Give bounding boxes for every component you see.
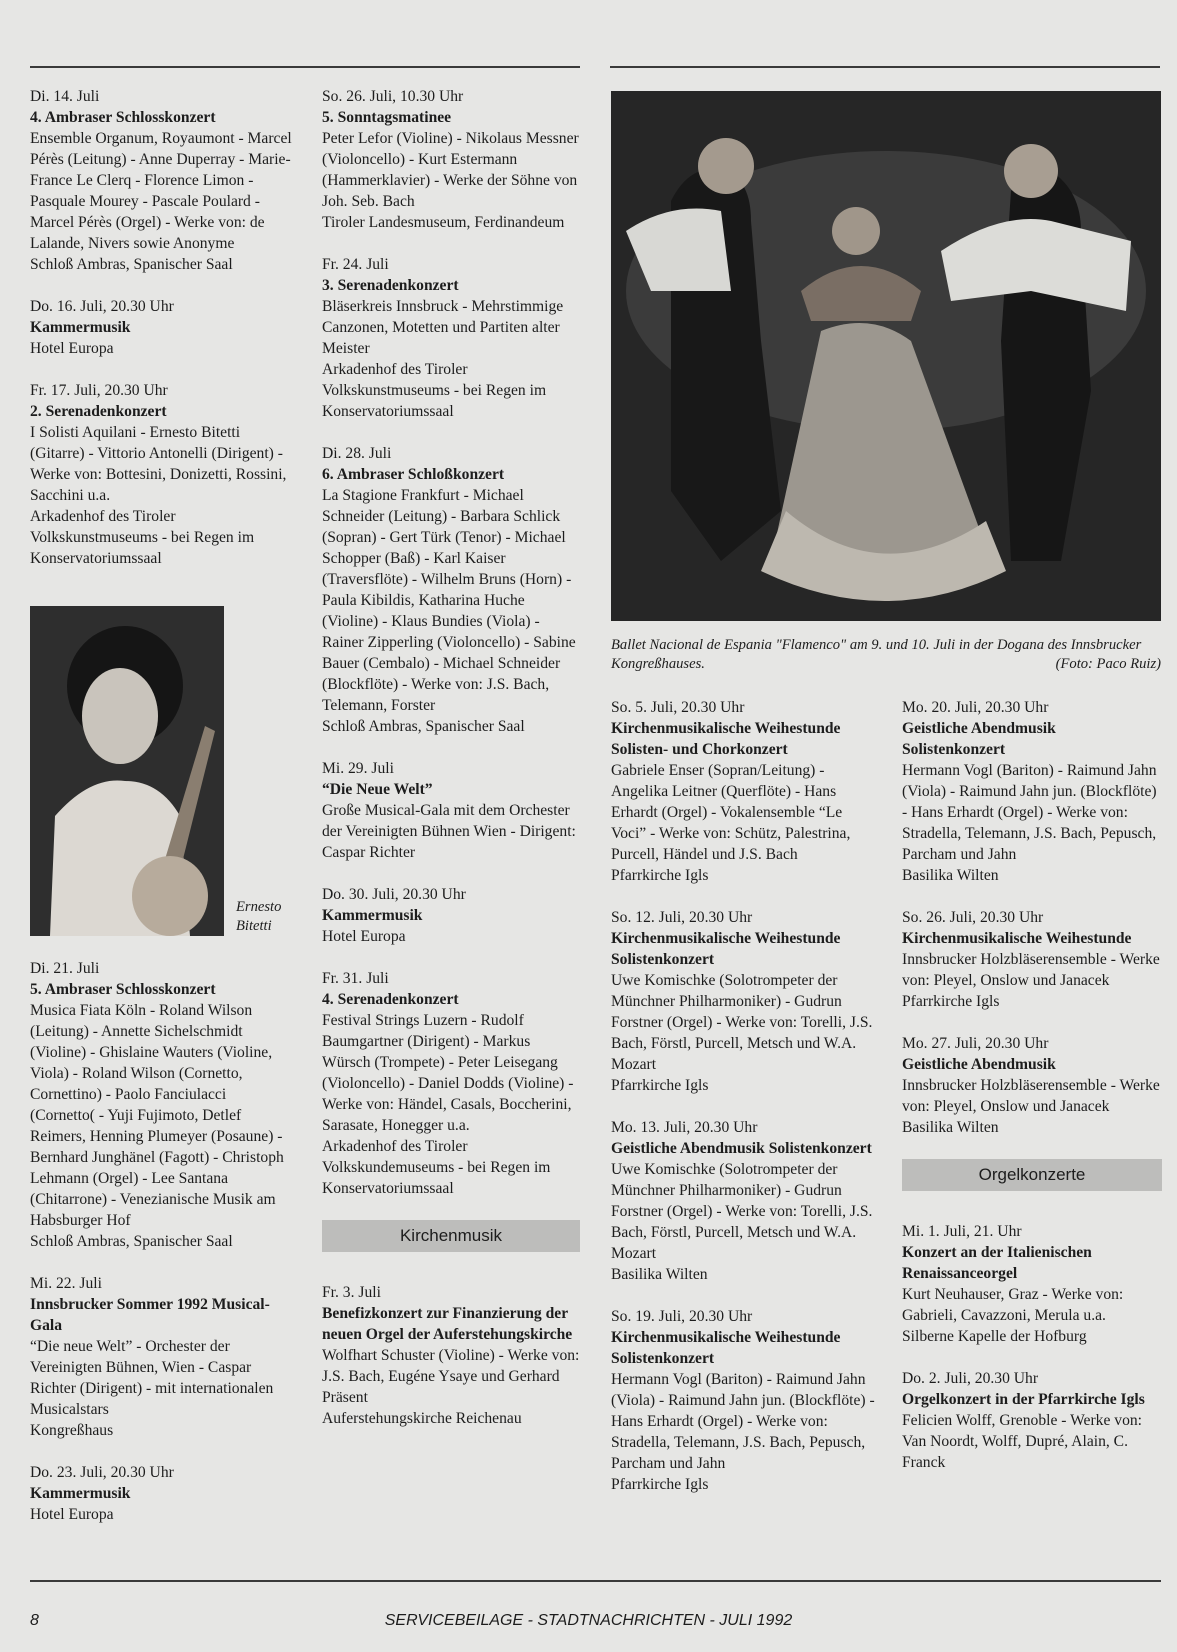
event-entry: Do. 16. Juli, 20.30 Uhr Kammermusik Hotel Europa (30, 298, 174, 357)
column-4 (902, 697, 1162, 1494)
event-entry: Mo. 20. Juli, 20.30 Uhr Geistliche Abendmusik Solistenkonzert Hermann Vogl (Bariton) - Raimund Jahn (Viola) - Raimund Jahn jun. (Blockflöte) - Hans Erhardt (Orgel) - Werke von: Stradella, Telemann, J.S. Bach, Pepusch, Parcham und Jahn Basilika Wilten (902, 699, 1157, 884)
event-entry: Mi. 29. Juli “Die Neue Welt” Große Musical-Gala mit dem Orchester der Vereinigten Bühnen Wien - Dirigent: Caspar Richter (322, 760, 576, 861)
column-2 (322, 86, 580, 1450)
portrait-illustration (30, 606, 224, 936)
portrait-photo (30, 606, 224, 936)
event-entry: So. 26. Juli, 10.30 Uhr 5. Sonntagsmatinee Peter Lefor (Violine) - Nikolaus Messner (Violoncello) - Kurt Estermann (Hammerklavier) - Werke der Söhne von Joh. Seb. Bach Tiroler Landesmuseum, Ferdinandeum (322, 88, 579, 231)
event-entry: Di. 14. Juli 4. Ambraser Schlosskonzert Ensemble Organum, Royaumont - Marcel Pérès (Leitung) - Anne Duperray - Marie-France Le Clerq - Florence Limon - Pasquale Mourey - Pascale Poulard - Marcel Pérès (Orgel) - Werke von: de Lalande, Nivers sowie Anonyme Schloß Ambras, Spanischer Saal (30, 88, 292, 273)
event-entry: Fr. 24. Juli 3. Serenadenkonzert Bläserkreis Innsbruck - Mehrstimmige Canzonen, Motetten und Partiten alter Meister Arkadenhof des Tiroler Volkskunstmuseums - bei Regen im Konservatoriumssaal (322, 256, 564, 420)
event-entry: Mi. 22. Juli Innsbrucker Sommer 1992 Musical-Gala “Die neue Welt” - Orchester der Vereinigten Bühnen, Wien - Caspar Richter (Dirigent) - mit internationalen Musicalstars Kongreßhaus (30, 1275, 274, 1439)
bottom-rule (30, 1580, 1161, 1582)
section-heading-kirchenmusik: Kirchenmusik (322, 1220, 580, 1252)
photo-caption (611, 636, 1161, 674)
portrait-caption: Ernesto Bitetti (236, 899, 282, 934)
column-1-lower (30, 958, 292, 1546)
event-entry: Mo. 13. Juli, 20.30 Uhr Geistliche Abendmusik Solistenkonzert Uwe Komischke (Solotrompeter der Münchner Philharmoniker) - Gudrun Forstner (Orgel) - Werke von: Torelli, J.S. Bach, Förstl, Purcell, Metsch und W.A. Mozart Basilika Wilten (611, 1119, 873, 1283)
photo-caption-text: Ballet Nacional de Espania "Flamenco" am 9. und 10. Juli in der Dogana des Innsbrucker Kongreßhauses. (611, 637, 1142, 672)
event-entry: Mi. 1. Juli, 21. Uhr Konzert an der Italienischen Renaissanceorgel Kurt Neuhauser, Graz - Werke von: Gabrieli, Cavazzoni, Merula u.a. Silberne Kapelle der Hofburg (902, 1223, 1124, 1345)
footer-title: SERVICEBEILAGE - STADTNACHRICHTEN - JULI 1992 (384, 1612, 793, 1629)
event-entry: So. 12. Juli, 20.30 Uhr Kirchenmusikalische Weihestunde Solistenkonzert Uwe Komischke (Solotrompeter der Münchner Philharmoniker) - Gudrun Forstner (Orgel) - Werke von: Torelli, J.S. Bach, Förstl, Purcell, Metsch und W.A. Mozart Pfarrkirche Igls (611, 909, 873, 1094)
flamenco-photo (611, 91, 1161, 621)
event-entry: Do. 2. Juli, 20.30 Uhr Orgelkonzert in der Pfarrkirche Igls Felicien Wolff, Grenoble - Werke von: Van Noordt, Wolff, Dupré, Alain, C. Franck (902, 1370, 1145, 1471)
event-entry: Fr. 17. Juli, 20.30 Uhr 2. Serenadenkonzert I Solisti Aquilani - Ernesto Bitetti (Gitarre) - Vittorio Antonelli (Dirigent) - Werke von: Bottesini, Donizetti, Rossini, Sacchini u.a. Arkadenhof des Tiroler Volkskunstmuseums - bei Regen im Konservatoriumssaal (30, 382, 287, 567)
top-rule-right (610, 66, 1160, 68)
event-entry: Fr. 31. Juli 4. Serenadenkonzert Festival Strings Luzern - Rudolf Baumgartner (Dirigent) - Markus Würsch (Trompete) - Peter Leisegang (Violoncello) - Daniel Dodds (Violine) - Werke von: Händel, Casals, Boccherini, Sarasate, Honegger u.a. Arkadenhof des Tiroler Volkskundemuseums - bei Regen im Konservatoriumssaal (322, 970, 574, 1197)
event-entry: Do. 30. Juli, 20.30 Uhr Kammermusik Hotel Europa (322, 886, 466, 945)
event-entry: Di. 21. Juli 5. Ambraser Schlosskonzert Musica Fiata Köln - Roland Wilson (Leitung) - Annette Sichelschmidt (Violine) - Ghislaine Wauters (Violine, Viola) - Roland Wilson (Cornetto, Cornettino) - Paolo Fanciulacci (Cornetto( - Yuji Fujimoto, Detlef Reimers, Henning Plumeyer (Posaune) - Bernhard Junghänel (Fagott) - Christoph Lehmann (Orgel) - Lee Santana (Chitarrone) - Venezianische Musik am Habsburger Hof Schloß Ambras, Spanischer Saal (30, 960, 284, 1250)
event-entry: So. 19. Juli, 20.30 Uhr Kirchenmusikalische Weihestunde Solistenkonzert Hermann Vogl (Bariton) - Raimund Jahn (Viola) - Raimund Jahn jun. (Blockflöte) - Hans Erhardt (Orgel) - Werke von: Stradella, Telemann, J.S. Bach, Pepusch, Parcham und Jahn Pfarrkirche Igls (611, 1308, 875, 1493)
top-rule-left (30, 66, 580, 68)
event-entry: Fr. 3. Juli Benefizkonzert zur Finanzierung der neuen Orgel der Auferstehungskirche Wolfhart Schuster (Violine) - Werke von: J.S. Bach, Eugéne Ysaye und Gerhard Präsent Auferstehungskirche Reichenau (322, 1284, 580, 1427)
flamenco-illustration (611, 91, 1161, 621)
section-heading-orgelkonzerte: Orgelkonzerte (902, 1159, 1162, 1191)
column-3 (611, 697, 876, 1516)
event-entry: Di. 28. Juli 6. Ambraser Schloßkonzert La Stagione Frankfurt - Michael Schneider (Leitung) - Barbara Schlick (Sopran) - Gert Türk (Tenor) - Michael Schopper (Baß) - Karl Kaiser (Traversflöte) - Wilhelm Bruns (Horn) - Paula Kibildis, Katharina Huche (Violine) - Klaus Bundies (Viola) - Rainer Zipperling (Violoncello) - Sabine Bauer (Cembalo) - Michael Schneider (Blockflöte) - Werke von: J.S. Bach, Telemann, Forster Schloß Ambras, Spanischer Saal (322, 445, 576, 735)
event-entry: So. 5. Juli, 20.30 Uhr Kirchenmusikalische Weihestunde Solisten- und Chorkonzert Gabriele Enser (Sopran/Leitung) - Angelika Leitner (Querflöte) - Hans Erhardt (Orgel) - Vokalensemble “Le Voci” - Werke von: Schütz, Palestrina, Purcell, Händel und J.S. Bach Pfarrkirche Igls (611, 699, 851, 884)
event-entry: Mo. 27. Juli, 20.30 Uhr Geistliche Abendmusik Innsbrucker Holzbläserensemble - Werke von: Pleyel, Onslow und Janacek Basilika Wilten (902, 1035, 1160, 1136)
event-entry: Do. 23. Juli, 20.30 Uhr Kammermusik Hotel Europa (30, 1464, 174, 1523)
column-1 (30, 86, 292, 590)
event-entry: So. 26. Juli, 20.30 Uhr Kirchenmusikalische Weihestunde Innsbrucker Holzbläserensemble - Werke von: Pleyel, Onslow und Janacek Pfarrkirche Igls (902, 909, 1160, 1010)
page-number: 8 (30, 1612, 39, 1629)
photo-credit: (Foto: Paco Ruiz) (1055, 656, 1161, 672)
